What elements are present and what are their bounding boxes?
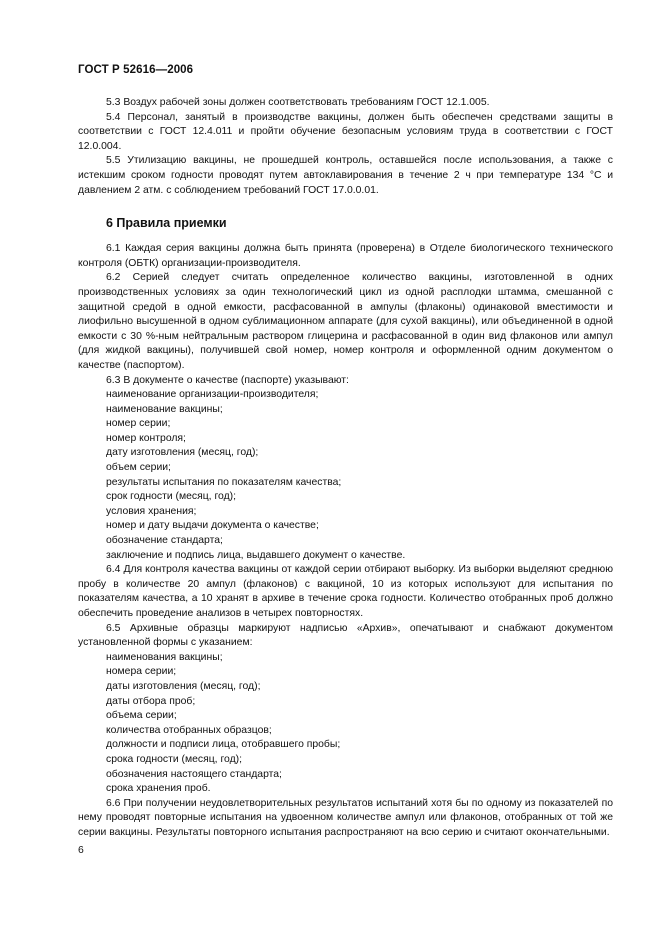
section-6-title: 6 Правила приемки bbox=[106, 216, 227, 231]
list-item-6-3: обозначение стандарта; bbox=[106, 535, 223, 547]
page-number: 6 bbox=[78, 845, 84, 856]
paragraph-6-1: 6.1 Каждая серия вакцины должна быть принята (проверена) в Отделе биологического технического контроля (ОБТК) организации-производителя. bbox=[78, 243, 613, 269]
list-item-6-3: номер контроля; bbox=[106, 432, 186, 444]
list-item-6-3: номер и дату выдачи документа о качестве; bbox=[106, 520, 319, 532]
paragraph-5-4: 5.4 Персонал, занятый в производстве вакцины, должен быть обеспечен средствами защиты в соответствии с ГОСТ 12.4.011 и пройти обучение безопасным условиям труда в соответствии с ГОСТ 12.0.004. bbox=[78, 111, 613, 152]
list-item-6-5: объема серии; bbox=[106, 710, 177, 722]
page-content bbox=[78, 96, 613, 841]
list-item-6-3: наименование вакцины; bbox=[106, 403, 223, 415]
list-item-6-3: номер серии; bbox=[106, 418, 171, 430]
paragraph-5-5: 5.5 Утилизацию вакцины, не прошедшей контроль, оставшейся после использования, а также с истекшим сроком годности проводят путем автоклавирования в течение 2 ч при температуре 134 °C и давлением 2 атм. с соблюдением требований ГОСТ 17.0.0.01. bbox=[78, 155, 613, 196]
list-item-6-5: срока хранения проб. bbox=[106, 783, 211, 795]
paragraph-6-5-intro: 6.5 Архивные образцы маркируют надписью «Архив», опечатывают и снабжают документом установленной формы с указанием: bbox=[78, 622, 613, 649]
list-item-6-3: наименование организации-производителя; bbox=[106, 389, 319, 401]
list-item-6-5: даты изготовления (месяц, год); bbox=[106, 680, 261, 692]
list-item-6-3: условия хранения; bbox=[106, 505, 197, 517]
page-header-standard: ГОСТ Р 52616—2006 bbox=[78, 64, 194, 76]
paragraph-6-6: 6.6 При получении неудовлетворительных результатов испытаний хотя бы по одному из показателей по нему проводят повторные испытания на удвоенном количестве ампул или флаконов, отобранных от той же серии вакцины. Результаты повторного испытания распространяют на всю серию и считают окончательными. bbox=[78, 797, 613, 838]
list-item-6-3: заключение и подпись лица, выдавшего документ о качестве. bbox=[106, 549, 406, 561]
list-item-6-3: дату изготовления (месяц, год); bbox=[106, 447, 259, 459]
list-item-6-5: количества отобранных образцов; bbox=[106, 724, 272, 736]
list-item-6-5: должности и подписи лица, отобравшего пробы; bbox=[106, 739, 341, 751]
list-item-6-3: объем серии; bbox=[106, 462, 171, 474]
list-item-6-5: обозначения настоящего стандарта; bbox=[106, 768, 282, 780]
list-item-6-5: даты отбора проб; bbox=[106, 695, 196, 707]
list-item-6-3: срок годности (месяц, год); bbox=[106, 491, 236, 503]
paragraph-6-4: 6.4 Для контроля качества вакцины от каждой серии отбирают выборку. Из выборки выделяют среднюю пробу в количестве 20 ампул (флаконов) с вакциной, 10 из которых используют для испытания по показателям качества, а 10 хранят в архиве в течение срока годности. Количество отобранных проб должно обеспечить проведение анализов в четырех повторностях. bbox=[78, 564, 613, 619]
list-item-6-5: срока годности (месяц, год); bbox=[106, 753, 242, 765]
list-item-6-5: номера серии; bbox=[106, 666, 177, 678]
list-item-6-3: результаты испытания по показателям качества; bbox=[106, 476, 342, 488]
list-item-6-5: наименования вакцины; bbox=[106, 651, 223, 663]
paragraph-6-2: 6.2 Серией следует считать определенное количество вакцины, изготовленной в одних производственных условиях за один технологический цикл из одной расплодки штамма, смешанной с защитной средой в одной емкости, расфасованной в ампулы (флаконы) одинаковой вместимости и лиофильно высушенной в одном сублимационном аппарате (для сухой вакцины), или объединенной в одной емкости с 30 %-ным нейтральным раствором глицерина и расфасованной в один вид флаконов или ампул (для жидкой вакцины), получившей свой номер, номер контроля и оформленной одним документом о качестве (паспортом). bbox=[78, 272, 613, 371]
paragraph-5-3: 5.3 Воздух рабочей зоны должен соответствовать требованиям ГОСТ 12.1.005. bbox=[106, 97, 490, 108]
paragraph-6-3-intro: 6.3 В документе о качестве (паспорте) указывают: bbox=[106, 374, 349, 386]
